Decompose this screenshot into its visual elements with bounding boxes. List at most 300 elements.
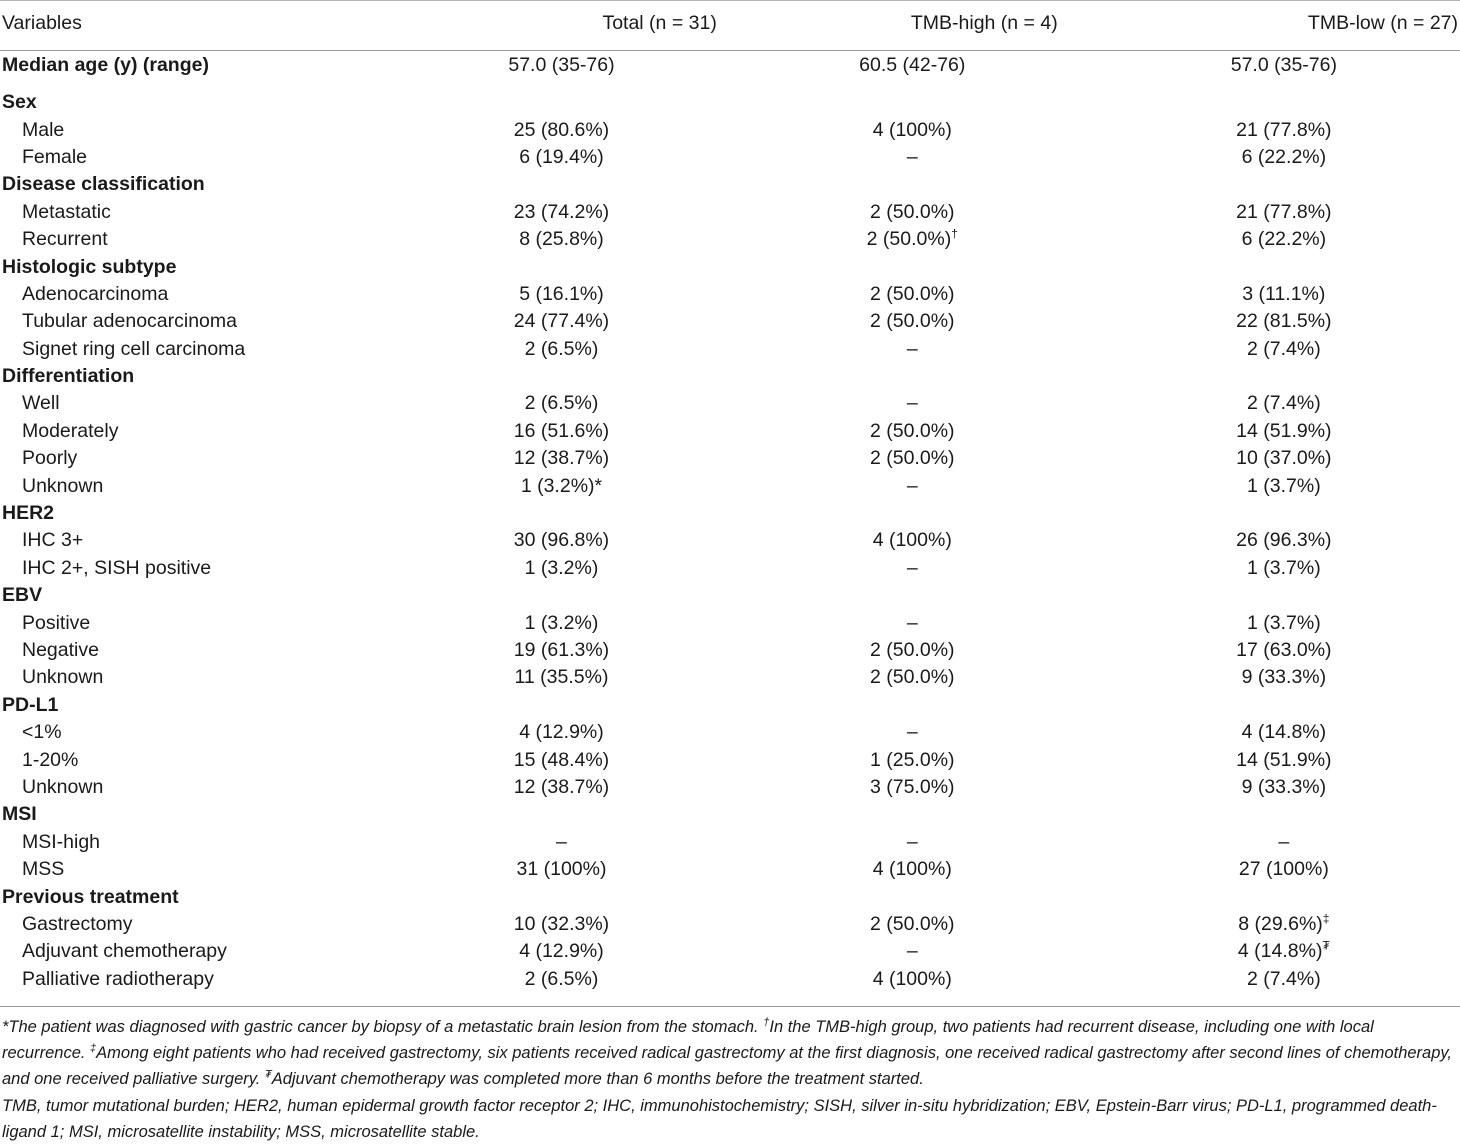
row-label-text: Median age (y) (range) <box>2 53 209 76</box>
empty-cell <box>406 89 717 116</box>
group-row <box>0 253 1460 280</box>
empty-cell <box>717 171 1108 198</box>
table-row <box>0 472 1460 499</box>
cell-tmb-low-text: 6 (22.2%) <box>1241 228 1327 251</box>
empty-cell <box>406 801 717 828</box>
cell-tmb-high-text: 4 (100%) <box>872 858 952 881</box>
table-row <box>0 856 1460 883</box>
cell-tmb-high <box>717 746 1108 773</box>
table-row <box>0 966 1460 993</box>
cell-tmb-low <box>1108 938 1460 965</box>
row-label <box>0 637 406 664</box>
cell-tmb-low-text: 2 (7.4%) <box>1247 392 1321 415</box>
cell-total-text: 25 (80.6%) <box>513 118 610 141</box>
cell-tmb-high <box>717 555 1108 582</box>
row-label-text: Tubular adenocarcinoma <box>22 310 237 333</box>
empty-cell <box>1108 692 1460 719</box>
cell-tmb-high <box>717 719 1108 746</box>
row-label-text: EBV <box>2 584 43 607</box>
row-label <box>0 308 406 335</box>
cell-total-text: 12 (38.7%) <box>513 775 610 798</box>
cell-tmb-high <box>717 472 1108 499</box>
group-row <box>0 692 1460 719</box>
table-row <box>0 336 1460 363</box>
cell-tmb-low-text: 22 (81.5%) <box>1236 310 1332 333</box>
table-row <box>0 116 1460 143</box>
cell-tmb-high-text: 4 (100%) <box>872 529 952 552</box>
empty-cell <box>717 89 1108 116</box>
cell-tmb-high <box>717 911 1108 938</box>
row-label-text: Adenocarcinoma <box>22 282 169 305</box>
row-label-text: 1-20% <box>22 748 79 771</box>
cell-tmb-low-text: 3 (11.1%) <box>1242 282 1326 305</box>
table-row <box>0 418 1460 445</box>
cell-tmb-low <box>1108 281 1460 308</box>
row-label <box>0 116 406 143</box>
table-row <box>0 719 1460 746</box>
row-label-text: Female <box>22 145 88 168</box>
cell-tmb-high-text: – <box>906 830 918 853</box>
cell-tmb-low <box>1108 472 1460 499</box>
cell-total-text: 19 (61.3%) <box>513 639 610 661</box>
cell-tmb-low-text: 14 (51.9%) <box>1236 419 1332 442</box>
cell-total-text: 10 (32.3%) <box>513 912 610 935</box>
cell-tmb-low-text: 14 (51.9%) <box>1236 748 1332 771</box>
cell-tmb-high <box>717 281 1108 308</box>
cell-tmb-low <box>1108 664 1460 691</box>
cell-total-text: 8 (25.8%) <box>519 228 604 251</box>
table-row <box>0 199 1460 226</box>
cell-tmb-high <box>717 774 1108 801</box>
cell-total-text: 24 (77.4%) <box>513 310 610 333</box>
row-label-text: Poorly <box>22 447 78 470</box>
cell-total-text: 5 (16.1%) <box>519 282 604 305</box>
cell-tmb-high <box>717 308 1108 335</box>
cell-tmb-high <box>717 527 1108 554</box>
cell-total-text: 23 (74.2%) <box>513 200 610 223</box>
cell-total <box>406 199 717 226</box>
cell-tmb-high-text: – <box>906 145 918 168</box>
empty-cell <box>1108 89 1460 116</box>
cell-total-text: 11 (35.5%) <box>514 666 609 689</box>
cell-tmb-low <box>1108 609 1460 636</box>
cell-tmb-high-text: – <box>906 337 918 360</box>
header-row <box>0 12 1460 41</box>
cell-tmb-high-text: 4 (100%) <box>872 118 952 141</box>
cell-tmb-low <box>1108 637 1460 664</box>
empty-cell <box>1108 171 1460 198</box>
cell-total-text: 6 (19.4%) <box>519 145 604 168</box>
cell-total-text: 2 (6.5%) <box>524 392 599 415</box>
empty-cell <box>717 500 1108 527</box>
footnote-1: *The patient was diagnosed with gastric cancer by biopsy of a metastatic brain lesion from the stomach. <box>2 1018 759 1036</box>
row-label <box>0 472 406 499</box>
empty-cell <box>1108 363 1460 390</box>
row-label <box>0 390 406 417</box>
row-label <box>0 582 406 609</box>
row-label <box>0 692 406 719</box>
row-label <box>0 774 406 801</box>
table-row <box>0 390 1460 417</box>
cell-tmb-high-text: 2 (50.0%) <box>869 639 955 661</box>
cell-total-text: 12 (38.7%) <box>513 447 610 470</box>
cell-tmb-low <box>1108 829 1460 856</box>
cell-tmb-low-text: 4 (14.8%) <box>1241 721 1327 744</box>
cell-tmb-high <box>717 637 1108 664</box>
table-row <box>0 41 1460 89</box>
cell-total <box>406 938 717 965</box>
cell-tmb-low <box>1108 199 1460 226</box>
cell-total-text: 4 (12.9%) <box>519 721 604 744</box>
row-label-text: Gastrectomy <box>22 912 133 935</box>
footnote-4: Adjuvant chemotherapy was completed more than 6 months before the treatment started. <box>271 1070 924 1089</box>
empty-cell <box>1108 582 1460 609</box>
row-label-text: MSI <box>2 803 37 826</box>
characteristics-table <box>0 12 1460 993</box>
row-label <box>0 144 406 171</box>
empty-cell <box>717 883 1108 910</box>
cell-total-text: 31 (100%) <box>516 858 607 881</box>
row-label-text: Unknown <box>22 666 104 689</box>
cell-total-text: 2 (6.5%) <box>524 967 599 990</box>
cell-tmb-low-text: 21 (77.8%) <box>1236 200 1332 223</box>
header-variables: Variables <box>2 12 82 34</box>
header-tmb-high: TMB-high (n = 4) <box>910 12 1058 34</box>
row-label <box>0 445 406 472</box>
cell-tmb-high-text: 2 (50.0%) <box>869 447 955 470</box>
row-label-text: Well <box>22 392 60 415</box>
cell-total-text: 16 (51.6%) <box>513 419 610 442</box>
cell-tmb-high <box>717 390 1108 417</box>
cell-tmb-high <box>717 966 1108 993</box>
cell-tmb-low <box>1108 116 1460 143</box>
cell-tmb-low-text: 9 (33.3%) <box>1241 666 1327 689</box>
cell-total <box>406 41 717 89</box>
cell-total <box>406 774 717 801</box>
table-row <box>0 308 1460 335</box>
cell-tmb-low <box>1108 555 1460 582</box>
cell-tmb-low-text: 1 (3.7%) <box>1247 556 1321 579</box>
row-label-text: Metastatic <box>22 200 111 223</box>
group-row <box>0 500 1460 527</box>
row-label-text: <1% <box>22 721 62 744</box>
cell-tmb-high <box>717 336 1108 363</box>
cell-tmb-low <box>1108 418 1460 445</box>
row-label-text: Male <box>22 118 65 141</box>
row-label <box>0 527 406 554</box>
cell-tmb-low-text: 4 (14.8%) <box>1237 940 1323 963</box>
row-label-text: Unknown <box>22 474 104 497</box>
row-label <box>0 609 406 636</box>
footnote-2-mark: † <box>763 1016 770 1029</box>
row-label <box>0 719 406 746</box>
cell-tmb-high-text: – <box>906 611 918 634</box>
table-row <box>0 746 1460 773</box>
table-row <box>0 527 1460 554</box>
cell-total <box>406 856 717 883</box>
cell-tmb-low <box>1108 41 1460 89</box>
row-label-text: MSI-high <box>22 830 101 853</box>
table-row <box>0 445 1460 472</box>
group-row <box>0 171 1460 198</box>
cell-tmb-low-text: 27 (100%) <box>1238 858 1329 881</box>
cell-tmb-low <box>1108 308 1460 335</box>
cell-tmb-high-text: – <box>906 556 918 579</box>
row-label <box>0 226 406 253</box>
empty-cell <box>1108 801 1460 828</box>
cell-tmb-low <box>1108 226 1460 253</box>
cell-tmb-low-text: 17 (63.0%) <box>1236 639 1332 661</box>
empty-cell <box>1108 500 1460 527</box>
row-label-text: Palliative radiotherapy <box>22 967 214 990</box>
cell-total-text: – <box>556 830 567 853</box>
cell-total <box>406 418 717 445</box>
row-label-text: Negative <box>22 639 99 661</box>
row-label-text: MSS <box>22 858 65 881</box>
cell-total <box>406 527 717 554</box>
cell-tmb-low <box>1108 746 1460 773</box>
table-row <box>0 829 1460 856</box>
cell-tmb-low-footnote-mark: ₮ <box>1322 938 1330 953</box>
cell-tmb-high <box>717 144 1108 171</box>
cell-tmb-low <box>1108 719 1460 746</box>
table-row <box>0 938 1460 965</box>
table-row <box>0 609 1460 636</box>
empty-cell <box>717 801 1108 828</box>
row-label <box>0 801 406 828</box>
cell-tmb-high <box>717 116 1108 143</box>
row-label <box>0 555 406 582</box>
cell-tmb-low-text: 2 (7.4%) <box>1247 337 1321 360</box>
cell-tmb-high-text: 2 (50.0%) <box>869 310 955 333</box>
cell-tmb-low-text: 1 (3.7%) <box>1247 474 1321 497</box>
row-label <box>0 418 406 445</box>
row-label-text: PD-L1 <box>2 693 59 716</box>
row-label-text: HER2 <box>2 502 55 525</box>
empty-cell <box>406 582 717 609</box>
footnote-3-mark: ‡ <box>90 1042 97 1055</box>
footnotes <box>2 1014 1458 1145</box>
empty-cell <box>1108 253 1460 280</box>
row-label <box>0 829 406 856</box>
row-label <box>0 281 406 308</box>
row-label <box>0 938 406 965</box>
cell-tmb-high-text: 2 (50.0%) <box>866 228 952 251</box>
empty-cell <box>1108 883 1460 910</box>
row-label-text: Adjuvant chemotherapy <box>22 940 227 963</box>
cell-tmb-low-text: 9 (33.3%) <box>1241 775 1327 798</box>
cell-tmb-high <box>717 938 1108 965</box>
footnote-2: In the TMB-high group, two patients had recurrent disease, including one with local recurrence. <box>2 1018 1374 1063</box>
empty-cell <box>406 363 717 390</box>
cell-total-text: 1 (3.2%) <box>524 611 599 634</box>
cell-tmb-high <box>717 41 1108 89</box>
row-label-text: IHC 2+, SISH positive <box>22 556 212 579</box>
cell-tmb-high <box>717 609 1108 636</box>
table-row <box>0 281 1460 308</box>
row-label-text: Recurrent <box>22 228 108 251</box>
cell-tmb-high <box>717 226 1108 253</box>
cell-tmb-high-text: – <box>906 721 918 744</box>
cell-tmb-low-text: 10 (37.0%) <box>1236 447 1332 470</box>
cell-total <box>406 829 717 856</box>
cell-total-text: 15 (48.4%) <box>513 748 610 771</box>
row-label-text: Signet ring cell carcinoma <box>22 337 246 360</box>
cell-tmb-high <box>717 829 1108 856</box>
cell-tmb-low <box>1108 445 1460 472</box>
cell-total-text: 1 (3.2%)* <box>520 474 603 497</box>
cell-tmb-low-text: 1 (3.7%) <box>1247 611 1321 634</box>
cell-total-text: 4 (12.9%) <box>519 940 604 963</box>
cell-total <box>406 609 717 636</box>
cell-tmb-high-text: 2 (50.0%) <box>869 419 955 442</box>
empty-cell <box>717 253 1108 280</box>
row-label <box>0 883 406 910</box>
cell-tmb-high <box>717 664 1108 691</box>
cell-tmb-low-text: 26 (96.3%) <box>1236 529 1332 552</box>
cell-tmb-low-text: – <box>1278 830 1290 853</box>
cell-tmb-low <box>1108 390 1460 417</box>
cell-tmb-high-text: 1 (25.0%) <box>869 748 955 771</box>
cell-tmb-high <box>717 418 1108 445</box>
group-row <box>0 883 1460 910</box>
empty-cell <box>406 253 717 280</box>
table-row <box>0 226 1460 253</box>
cell-tmb-high <box>717 199 1108 226</box>
row-label-text: Histologic subtype <box>2 255 177 278</box>
cell-tmb-high-text: – <box>906 392 918 415</box>
row-label-text: Unknown <box>22 775 104 798</box>
cell-tmb-low-text: 21 (77.8%) <box>1236 118 1332 141</box>
cell-tmb-low-text: 2 (7.4%) <box>1247 967 1321 990</box>
row-label <box>0 363 406 390</box>
cell-tmb-high-text: 2 (50.0%) <box>869 666 955 689</box>
cell-tmb-low <box>1108 336 1460 363</box>
abbreviations: TMB, tumor mutational burden; HER2, human epidermal growth factor receptor 2; IHC, immunohistochemistry; SISH, silver in-situ hybridization; EBV, Epstein-Barr virus; PD-L1, programmed death-ligand 1; MSI, microsatellite instability; MSS, microsatellite stable. <box>2 1096 1437 1141</box>
cell-total <box>406 226 717 253</box>
table-body <box>0 41 1460 993</box>
header-total: Total (n = 31) <box>602 12 717 34</box>
footnote-text <box>2 1014 1458 1093</box>
cell-total <box>406 472 717 499</box>
cell-total <box>406 911 717 938</box>
row-label-text: Positive <box>22 611 91 634</box>
cell-tmb-low <box>1108 911 1460 938</box>
cell-tmb-high-text: 2 (50.0%) <box>869 912 955 935</box>
cell-tmb-low <box>1108 774 1460 801</box>
cell-total-text: 2 (6.5%) <box>524 337 599 360</box>
cell-tmb-high-text: 2 (50.0%) <box>869 200 955 223</box>
cell-total-text: 57.0 (35-76) <box>508 53 615 76</box>
empty-cell <box>406 171 717 198</box>
row-label <box>0 856 406 883</box>
empty-cell <box>406 692 717 719</box>
table-row <box>0 144 1460 171</box>
cell-tmb-low-text: 8 (29.6%) <box>1238 912 1323 935</box>
cell-total <box>406 308 717 335</box>
cell-tmb-high-text: 4 (100%) <box>872 967 952 990</box>
empty-cell <box>717 582 1108 609</box>
cell-total <box>406 555 717 582</box>
cell-tmb-high-text: 3 (75.0%) <box>869 775 955 798</box>
group-row <box>0 363 1460 390</box>
cell-total <box>406 144 717 171</box>
row-label <box>0 89 406 116</box>
header-tmb-low: TMB-low (n = 27) <box>1307 12 1458 34</box>
footnote-4-mark: ₮ <box>264 1068 272 1081</box>
cell-tmb-low <box>1108 144 1460 171</box>
row-label-text: Previous treatment <box>2 885 179 908</box>
cell-tmb-low-text: 57.0 (35-76) <box>1230 53 1337 76</box>
table-row <box>0 774 1460 801</box>
cell-total <box>406 746 717 773</box>
row-label-text: Sex <box>2 91 37 114</box>
empty-cell <box>717 363 1108 390</box>
cell-tmb-low <box>1108 527 1460 554</box>
row-label <box>0 664 406 691</box>
row-label <box>0 171 406 198</box>
cell-tmb-high-text: – <box>906 474 918 497</box>
cell-tmb-low <box>1108 966 1460 993</box>
group-row <box>0 801 1460 828</box>
cell-tmb-high <box>717 445 1108 472</box>
group-row <box>0 89 1460 116</box>
row-label-text: Disease classification <box>2 173 205 196</box>
empty-cell <box>406 500 717 527</box>
cell-total <box>406 445 717 472</box>
cell-tmb-high-footnote-mark: † <box>951 226 958 241</box>
cell-total-text: 1 (3.2%) <box>524 556 599 579</box>
cell-tmb-high-text: 2 (50.0%) <box>869 282 955 305</box>
cell-total <box>406 966 717 993</box>
cell-total-text: 30 (96.8%) <box>513 529 610 552</box>
cell-tmb-high-text: 60.5 (42-76) <box>859 53 966 76</box>
cell-total <box>406 664 717 691</box>
empty-cell <box>406 883 717 910</box>
row-label <box>0 500 406 527</box>
cell-tmb-high-text: – <box>906 940 918 963</box>
top-rule <box>0 0 1460 1</box>
row-label <box>0 41 406 89</box>
cell-tmb-high <box>717 856 1108 883</box>
table-row <box>0 911 1460 938</box>
bottom-rule <box>0 1006 1460 1007</box>
footnote-3: Among eight patients who had received gastrectomy, six patients received radical gastrectomy at the first diagnosis, one received radical gastrectomy after second lines of chemotherapy, and one received palliative surgery. <box>2 1044 1452 1089</box>
group-row <box>0 582 1460 609</box>
row-label-text: Differentiation <box>2 365 135 388</box>
cell-tmb-low-footnote-mark: ‡ <box>1322 911 1330 926</box>
table-row <box>0 664 1460 691</box>
cell-total <box>406 336 717 363</box>
table-row <box>0 637 1460 664</box>
cell-total <box>406 719 717 746</box>
row-label <box>0 253 406 280</box>
cell-tmb-low <box>1108 856 1460 883</box>
row-label <box>0 966 406 993</box>
row-label-text: Moderately <box>22 419 119 442</box>
row-label-text: IHC 3+ <box>22 529 84 552</box>
row-label <box>0 199 406 226</box>
cell-total <box>406 390 717 417</box>
cell-tmb-low-text: 6 (22.2%) <box>1241 145 1327 168</box>
empty-cell <box>717 692 1108 719</box>
cell-total <box>406 637 717 664</box>
row-label <box>0 911 406 938</box>
cell-total <box>406 281 717 308</box>
row-label <box>0 336 406 363</box>
row-label <box>0 746 406 773</box>
cell-total <box>406 116 717 143</box>
